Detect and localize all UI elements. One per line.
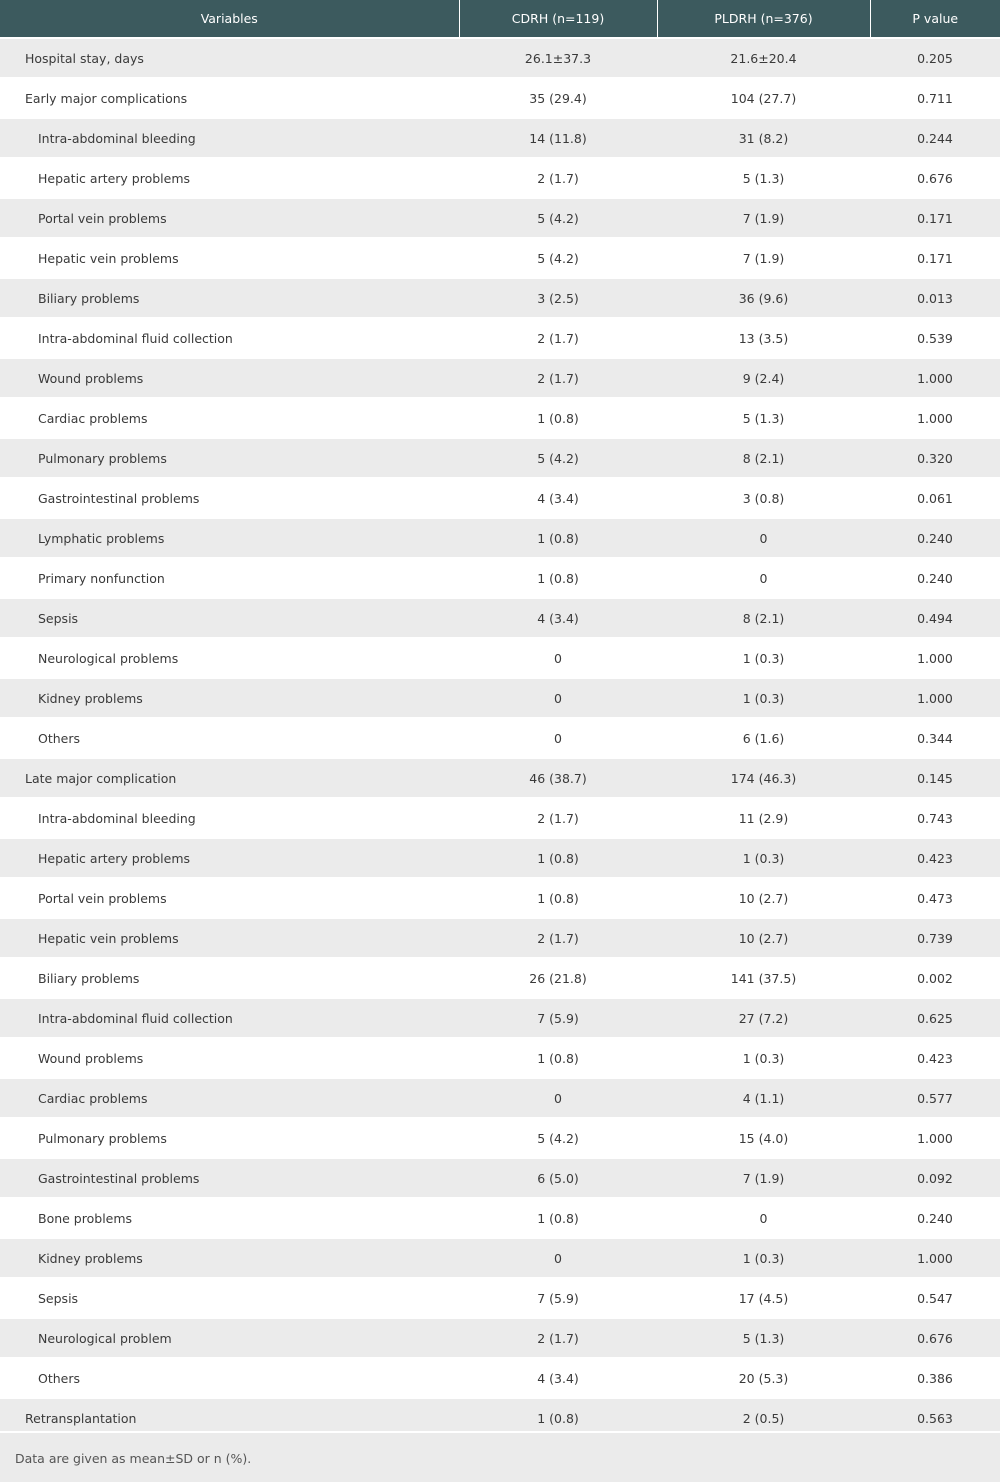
table-row [0,518,1000,558]
table-row [0,78,1000,118]
row-label: Sepsis [0,598,459,638]
pldrh-value: 8 (2.1) [657,598,870,638]
cdrh-value: 2 (1.7) [459,798,657,838]
pldrh-value: 104 (27.7) [657,78,870,118]
pldrh-value: 8 (2.1) [657,438,870,478]
cdrh-value: 7 (5.9) [459,1278,657,1318]
cdrh-value: 1 (0.8) [459,1398,657,1438]
table-row [0,478,1000,518]
pldrh-value: 0 [657,1198,870,1238]
table-row [0,318,1000,358]
row-label: Intra-abdominal bleeding [0,118,459,158]
cdrh-value: 1 (0.8) [459,558,657,598]
table-row [0,718,1000,758]
header-cdrh: CDRH (n=119) [459,0,657,38]
p-value: 0.061 [870,478,1000,518]
table-row [0,1198,1000,1238]
pldrh-value: 6 (1.6) [657,718,870,758]
cdrh-value: 4 (3.4) [459,478,657,518]
row-label: Primary nonfunction [0,558,459,598]
cdrh-value: 0 [459,718,657,758]
cdrh-value: 5 (4.2) [459,198,657,238]
pldrh-value: 174 (46.3) [657,758,870,798]
p-value: 0.547 [870,1278,1000,1318]
row-label: Hepatic vein problems [0,238,459,278]
p-value: 1.000 [870,398,1000,438]
row-label: Retransplantation [0,1398,459,1438]
p-value: 0.244 [870,118,1000,158]
cdrh-value: 35 (29.4) [459,78,657,118]
table-row [0,118,1000,158]
row-label: Hospital stay, days [0,38,459,78]
p-value: 0.171 [870,198,1000,238]
table-footnote: Data are given as mean±SD or n (%). [0,1431,1000,1482]
row-label: Hepatic artery problems [0,158,459,198]
table-row [0,398,1000,438]
row-label: Biliary problems [0,958,459,998]
cdrh-value: 2 (1.7) [459,918,657,958]
cdrh-value: 6 (5.0) [459,1158,657,1198]
table-row [0,918,1000,958]
cdrh-value: 0 [459,678,657,718]
pldrh-value: 13 (3.5) [657,318,870,358]
p-value: 1.000 [870,1238,1000,1278]
cdrh-value: 26 (21.8) [459,958,657,998]
pldrh-value: 3 (0.8) [657,478,870,518]
p-value: 0.386 [870,1358,1000,1398]
cdrh-value: 7 (5.9) [459,998,657,1038]
p-value: 0.002 [870,958,1000,998]
row-label: Pulmonary problems [0,1118,459,1158]
header-row [0,0,1000,38]
table-row [0,998,1000,1038]
row-label: Gastrointestinal problems [0,1158,459,1198]
p-value: 1.000 [870,678,1000,718]
table-row [0,1278,1000,1318]
table-row [0,838,1000,878]
pldrh-value: 9 (2.4) [657,358,870,398]
row-label: Portal vein problems [0,878,459,918]
p-value: 0.539 [870,318,1000,358]
table-row [0,598,1000,638]
p-value: 0.013 [870,278,1000,318]
cdrh-value: 5 (4.2) [459,1118,657,1158]
pldrh-value: 15 (4.0) [657,1118,870,1158]
row-label: Sepsis [0,1278,459,1318]
table-row [0,38,1000,78]
table-body [0,38,1000,1438]
pldrh-value: 7 (1.9) [657,1158,870,1198]
pldrh-value: 31 (8.2) [657,118,870,158]
row-label: Kidney problems [0,678,459,718]
cdrh-value: 0 [459,638,657,678]
p-value: 0.494 [870,598,1000,638]
row-label: Hepatic artery problems [0,838,459,878]
pldrh-value: 4 (1.1) [657,1078,870,1118]
row-label: Bone problems [0,1198,459,1238]
table-row [0,1038,1000,1078]
row-label: Gastrointestinal problems [0,478,459,518]
p-value: 0.240 [870,518,1000,558]
p-value: 0.240 [870,1198,1000,1238]
pldrh-value: 10 (2.7) [657,918,870,958]
pldrh-value: 0 [657,518,870,558]
pldrh-value: 21.6±20.4 [657,38,870,78]
row-label: Others [0,1358,459,1398]
row-label: Kidney problems [0,1238,459,1278]
cdrh-value: 46 (38.7) [459,758,657,798]
table-row [0,1358,1000,1398]
pldrh-value: 7 (1.9) [657,198,870,238]
row-label: Wound problems [0,1038,459,1078]
row-label: Intra-abdominal fluid collection [0,998,459,1038]
cdrh-value: 2 (1.7) [459,318,657,358]
cdrh-value: 1 (0.8) [459,518,657,558]
p-value: 1.000 [870,1118,1000,1158]
table-row [0,798,1000,838]
pldrh-value: 1 (0.3) [657,838,870,878]
pldrh-value: 7 (1.9) [657,238,870,278]
table-row [0,1318,1000,1358]
cdrh-value: 2 (1.7) [459,1318,657,1358]
header-p-value: P value [870,0,1000,38]
p-value: 0.205 [870,38,1000,78]
cdrh-value: 5 (4.2) [459,438,657,478]
pldrh-value: 2 (0.5) [657,1398,870,1438]
cdrh-value: 1 (0.8) [459,878,657,918]
table-row [0,1078,1000,1118]
table-row [0,278,1000,318]
pldrh-value: 17 (4.5) [657,1278,870,1318]
table-row [0,638,1000,678]
p-value: 0.423 [870,1038,1000,1078]
cdrh-value: 4 (3.4) [459,1358,657,1398]
cdrh-value: 14 (11.8) [459,118,657,158]
table-row [0,358,1000,398]
p-value: 0.739 [870,918,1000,958]
pldrh-value: 141 (37.5) [657,958,870,998]
p-value: 1.000 [870,638,1000,678]
row-label: Intra-abdominal bleeding [0,798,459,838]
table-header [0,0,1000,38]
row-label: Neurological problem [0,1318,459,1358]
header-pldrh: PLDRH (n=376) [657,0,870,38]
pldrh-value: 27 (7.2) [657,998,870,1038]
p-value: 0.092 [870,1158,1000,1198]
pldrh-value: 11 (2.9) [657,798,870,838]
p-value: 0.577 [870,1078,1000,1118]
pldrh-value: 1 (0.3) [657,1038,870,1078]
cdrh-value: 1 (0.8) [459,1038,657,1078]
row-label: Hepatic vein problems [0,918,459,958]
row-label: Pulmonary problems [0,438,459,478]
cdrh-value: 1 (0.8) [459,1198,657,1238]
p-value: 0.145 [870,758,1000,798]
cdrh-value: 2 (1.7) [459,358,657,398]
row-label: Cardiac problems [0,1078,459,1118]
row-label: Intra-abdominal fluid collection [0,318,459,358]
cdrh-value: 26.1±37.3 [459,38,657,78]
row-label: Early major complications [0,78,459,118]
table-row [0,958,1000,998]
table-row [0,678,1000,718]
row-label: Neurological problems [0,638,459,678]
p-value: 0.743 [870,798,1000,838]
pldrh-value: 5 (1.3) [657,1318,870,1358]
row-label: Cardiac problems [0,398,459,438]
table-row [0,238,1000,278]
p-value: 0.473 [870,878,1000,918]
pldrh-value: 20 (5.3) [657,1358,870,1398]
cdrh-value: 2 (1.7) [459,158,657,198]
row-label: Late major complication [0,758,459,798]
p-value: 0.344 [870,718,1000,758]
table-row [0,158,1000,198]
pldrh-value: 0 [657,558,870,598]
row-label: Wound problems [0,358,459,398]
p-value: 0.320 [870,438,1000,478]
header-variables: Variables [0,0,459,38]
table-row [0,758,1000,798]
table-row [0,1158,1000,1198]
p-value: 0.563 [870,1398,1000,1438]
pldrh-value: 5 (1.3) [657,158,870,198]
cdrh-value: 1 (0.8) [459,398,657,438]
p-value: 0.423 [870,838,1000,878]
cdrh-value: 4 (3.4) [459,598,657,638]
table-row [0,558,1000,598]
cdrh-value: 0 [459,1238,657,1278]
pldrh-value: 36 (9.6) [657,278,870,318]
pldrh-value: 1 (0.3) [657,638,870,678]
p-value: 0.171 [870,238,1000,278]
table-row [0,1238,1000,1278]
p-value: 0.240 [870,558,1000,598]
pldrh-value: 5 (1.3) [657,398,870,438]
pldrh-value: 1 (0.3) [657,678,870,718]
table-row [0,878,1000,918]
p-value: 0.625 [870,998,1000,1038]
cdrh-value: 3 (2.5) [459,278,657,318]
p-value: 0.711 [870,78,1000,118]
row-label: Lymphatic problems [0,518,459,558]
pldrh-value: 10 (2.7) [657,878,870,918]
cdrh-value: 0 [459,1078,657,1118]
row-label: Biliary problems [0,278,459,318]
table-row [0,438,1000,478]
pldrh-value: 1 (0.3) [657,1238,870,1278]
cdrh-value: 5 (4.2) [459,238,657,278]
p-value: 0.676 [870,1318,1000,1358]
table-row [0,1118,1000,1158]
row-label: Portal vein problems [0,198,459,238]
p-value: 0.676 [870,158,1000,198]
p-value: 1.000 [870,358,1000,398]
row-label: Others [0,718,459,758]
cdrh-value: 1 (0.8) [459,838,657,878]
table-row [0,198,1000,238]
